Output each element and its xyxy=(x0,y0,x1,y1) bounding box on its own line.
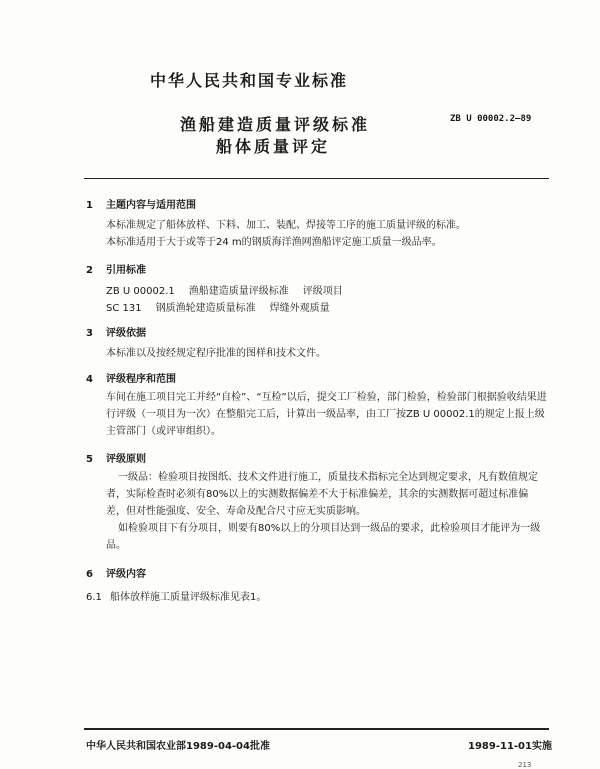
section-5-para-2: 如检验项目下有分项目，则要有80%以上的分项目达到一级品的要求，此检验项目才能评为一级品。 xyxy=(106,523,541,551)
section-title: 评级程序和范围 xyxy=(106,374,176,385)
section-number: 4 xyxy=(86,374,93,385)
section-title: 评级原则 xyxy=(106,454,146,465)
item-text: 船体放样施工质量评级标准见表1。 xyxy=(110,592,267,603)
item-6-1 xyxy=(86,588,266,603)
section-1-heading xyxy=(86,196,196,211)
reference-2 xyxy=(106,299,330,314)
reference-title: 钢质渔轮建造质量标准 xyxy=(155,303,256,314)
implementation-date: 1989-11-01实施 xyxy=(468,741,552,752)
reference-1 xyxy=(106,282,343,297)
section-number: 1 xyxy=(86,200,93,211)
header-divider xyxy=(84,178,549,179)
page-number: 213 xyxy=(518,761,532,769)
footer-divider xyxy=(84,728,549,730)
reference-title: 渔船建造质量评级标准 xyxy=(188,286,289,297)
section-number: 2 xyxy=(86,265,93,276)
section-number: 6 xyxy=(86,569,93,580)
approval-line: 中华人民共和国农业部1989-04-04批准 xyxy=(86,741,270,752)
section-number: 5 xyxy=(86,454,93,465)
reference-subtitle: 焊缝外观质量 xyxy=(269,303,330,314)
reference-code: SC 131 xyxy=(106,303,142,314)
section-title: 评级依据 xyxy=(106,328,146,339)
section-4-heading xyxy=(86,370,176,385)
section-6-heading xyxy=(86,565,146,580)
section-2-heading xyxy=(86,261,146,276)
section-1-para-2: 本标准适用于大于或等于24 m的钢质海洋渔网渔船评定施工质量一级品率。 xyxy=(106,237,442,248)
issuing-body: 中华人民共和国专业标准 xyxy=(150,71,349,90)
section-4-para-1: 车间在施工项目完工并经“自检”、“互检”以后，提交工厂检验，部门检验，检验部门根据验收结果进行评级（一项目为一次）在整船完工后，计算出一级品率，由工厂按ZB U 00002.1的规定上报上级主管部门（或评审组织）。 xyxy=(106,392,547,437)
document-title: 渔船建造质量评级标准 xyxy=(180,115,371,134)
item-number: 6.1 xyxy=(86,592,102,603)
section-1-para-1: 本标准规定了船体放样、下料、加工、装配、焊接等工序的施工质量评级的标准。 xyxy=(106,220,466,231)
section-5-para-1: 一级品：检验项目按图纸、技术文件进行施工，质量技术指标完全达到规定要求，凡有数值规定者，实际检查时必须有80%以上的实测数据偏差不大于标准偏差，其余的实测数据可超过标准偏差，但对性能强度、安全、寿命及配合尺寸应无实质影响。 xyxy=(106,472,538,517)
reference-code: ZB U 00002.1 xyxy=(106,286,175,297)
document-subtitle: 船体质量评定 xyxy=(216,137,331,156)
section-title: 主题内容与适用范围 xyxy=(106,200,196,211)
section-5-heading xyxy=(86,450,146,465)
section-3-para-1: 本标准以及按经规定程序批准的图样和技术文件。 xyxy=(106,348,326,359)
standard-code: ZB U 00002.2—89 xyxy=(450,114,532,124)
reference-subtitle: 评级项目 xyxy=(302,286,343,297)
section-3-heading xyxy=(86,324,146,339)
section-title: 引用标准 xyxy=(106,265,146,276)
section-number: 3 xyxy=(86,328,93,339)
section-title: 评级内容 xyxy=(106,569,146,580)
